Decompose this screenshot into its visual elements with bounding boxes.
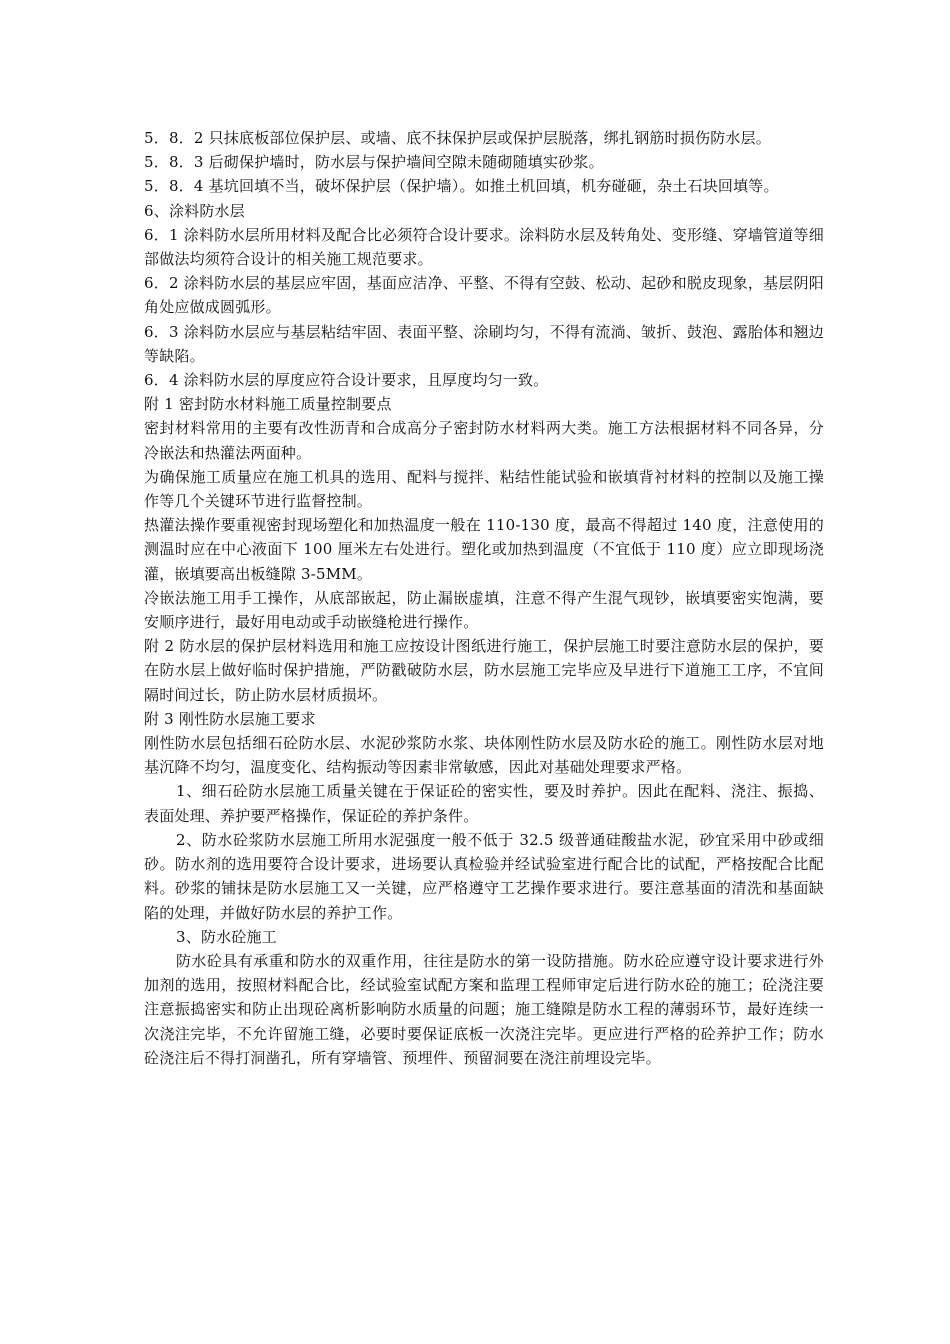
paragraph-6-3: 6．3 涂料防水层应与基层粘结牢固、表面平整、涂刷均匀，不得有流淌、皱折、鼓泡、露胎体和翘边等缺陷。	[144, 322, 824, 365]
appendix-1-heading: 附 1 密封防水材料施工质量控制要点	[144, 395, 392, 414]
paragraph-5-8-3: 5．8．3 后砌保护墙时，防水层与保护墙间空隙未随砌随填实砂浆。	[144, 153, 604, 172]
appendix-1-paragraph-3: 热灌法操作要重视密封现场塑化和加热温度一般在 110-130 度，最高不得超过 140 度，注意使用的测温时应在中心液面下 100 厘米左右处进行。塑化或加热到温度（不宜低于 110 度）应立即现场浇灌，嵌填要高出板缝隙 3-5MM。	[144, 516, 824, 583]
paragraph-5-8-4: 5．8．4 基坑回填不当，破坏保护层（保护墙）。如推土机回填，机夯碰砸，杂土石块回填等。	[144, 177, 779, 196]
appendix-3-paragraph-1: 刚性防水层包括细石砼防水层、水泥砂浆防水浆、块体刚性防水层及防水砼的施工。刚性防水层对地基沉降不均匀，温度变化、结构振动等因素非常敏感，因此对基础处理要求严格。	[144, 734, 824, 777]
appendix-3-item-2: 2、防水砼浆防水层施工所用水泥强度一般不低于 32.5 级普通硅酸盐水泥，砂宜采用中砂或细砂。防水剂的选用要符合设计要求，进场要认真检验并经试验室进行配合比的试配，严格按配合比配料。砂浆的铺抹是防水层施工又一关键，应严格遵守工艺操作要求进行。要注意基面的清洗和基面缺陷的处理，并做好防水层的养护工作。	[144, 830, 824, 922]
paragraph-5-8-2: 5．8．2 只抹底板部位保护层、或墙、底不抹保护层或保护层脱落，绑扎钢筋时损伤防水层。	[144, 129, 772, 147]
appendix-2-paragraph: 附 2 防水层的保护层材料选用和施工应按设计图纸进行施工，保护层施工时要注意防水层的保护，要在防水层上做好临时保护措施，严防戳破防水层，防水层施工完毕应及早进行下道施工工序，不宜间隔时间过长，防止防水层材质损坏。	[144, 637, 824, 704]
appendix-1-paragraph-4: 冷嵌法施工用手工操作，从底部嵌起，防止漏嵌虚填，注意不得产生混气现钞，嵌填要密实饱满，要安顺序进行，最好用电动或手动嵌缝枪进行操作。	[144, 588, 824, 632]
paragraph-6-2: 6．2 涂料防水层的基层应牢固，基面应洁净、平整、不得有空鼓、松动、起砂和脱皮现象，基层阴阳角处应做成圆弧形。	[144, 274, 824, 317]
paragraph-6-1: 6．1 涂料防水层所用材料及配合比必须符合设计要求。涂料防水层及转角处、变形缝、穿墙管道等细部做法均须符合设计的相关施工规范要求。	[144, 225, 824, 269]
appendix-1-paragraph-1: 密封材料常用的主要有改性沥青和合成高分子密封防水材料两大类。施工方法根据材料不同各异，分冷嵌法和热灌法两面种。	[144, 419, 824, 462]
appendix-1-paragraph-2: 为确保施工质量应在施工机具的选用、配料与搅拌、粘结性能试验和嵌填背衬材料的控制以及施工操作等几个关键环节进行监督控制。	[144, 467, 824, 511]
paragraph-6-4: 6．4 涂料防水层的厚度应符合设计要求，且厚度均匀一致。	[144, 371, 549, 390]
appendix-3-item-1: 1、细石砼防水层施工质量关键在于保证砼的密实性，要及时养护。因此在配料、浇注、振捣、表面处理、养护要严格操作，保证砼的养护条件。	[144, 782, 824, 825]
appendix-3-item-3-paragraph: 防水砼具有承重和防水的双重作用，往往是防水的第一设防措施。防水砼应遵守设计要求进行外加剂的选用，按照材料配合比，经试验室试配方案和监理工程师审定后进行防水砼的施工；砼浇注要注意振捣密实和防止出现砼离析影响防水质量的问题；施工缝隙是防水工程的薄弱环节，最好连续一次浇注完毕，不允许留施工缝，必要时要保证底板一次浇注完毕。更应进行严格的砼养护工作；防水砼浇注后不得打洞凿孔，所有穿墙管、预埋件、预留洞要在浇注前埋设完毕。	[144, 951, 824, 1067]
appendix-3-heading: 附 3 刚性防水层施工要求	[144, 709, 316, 728]
section-heading-coating-waterproof: 6、涂料防水层	[144, 201, 245, 220]
document-page	[144, 126, 824, 1070]
appendix-3-item-3-heading: 3、防水砼施工	[176, 927, 277, 946]
